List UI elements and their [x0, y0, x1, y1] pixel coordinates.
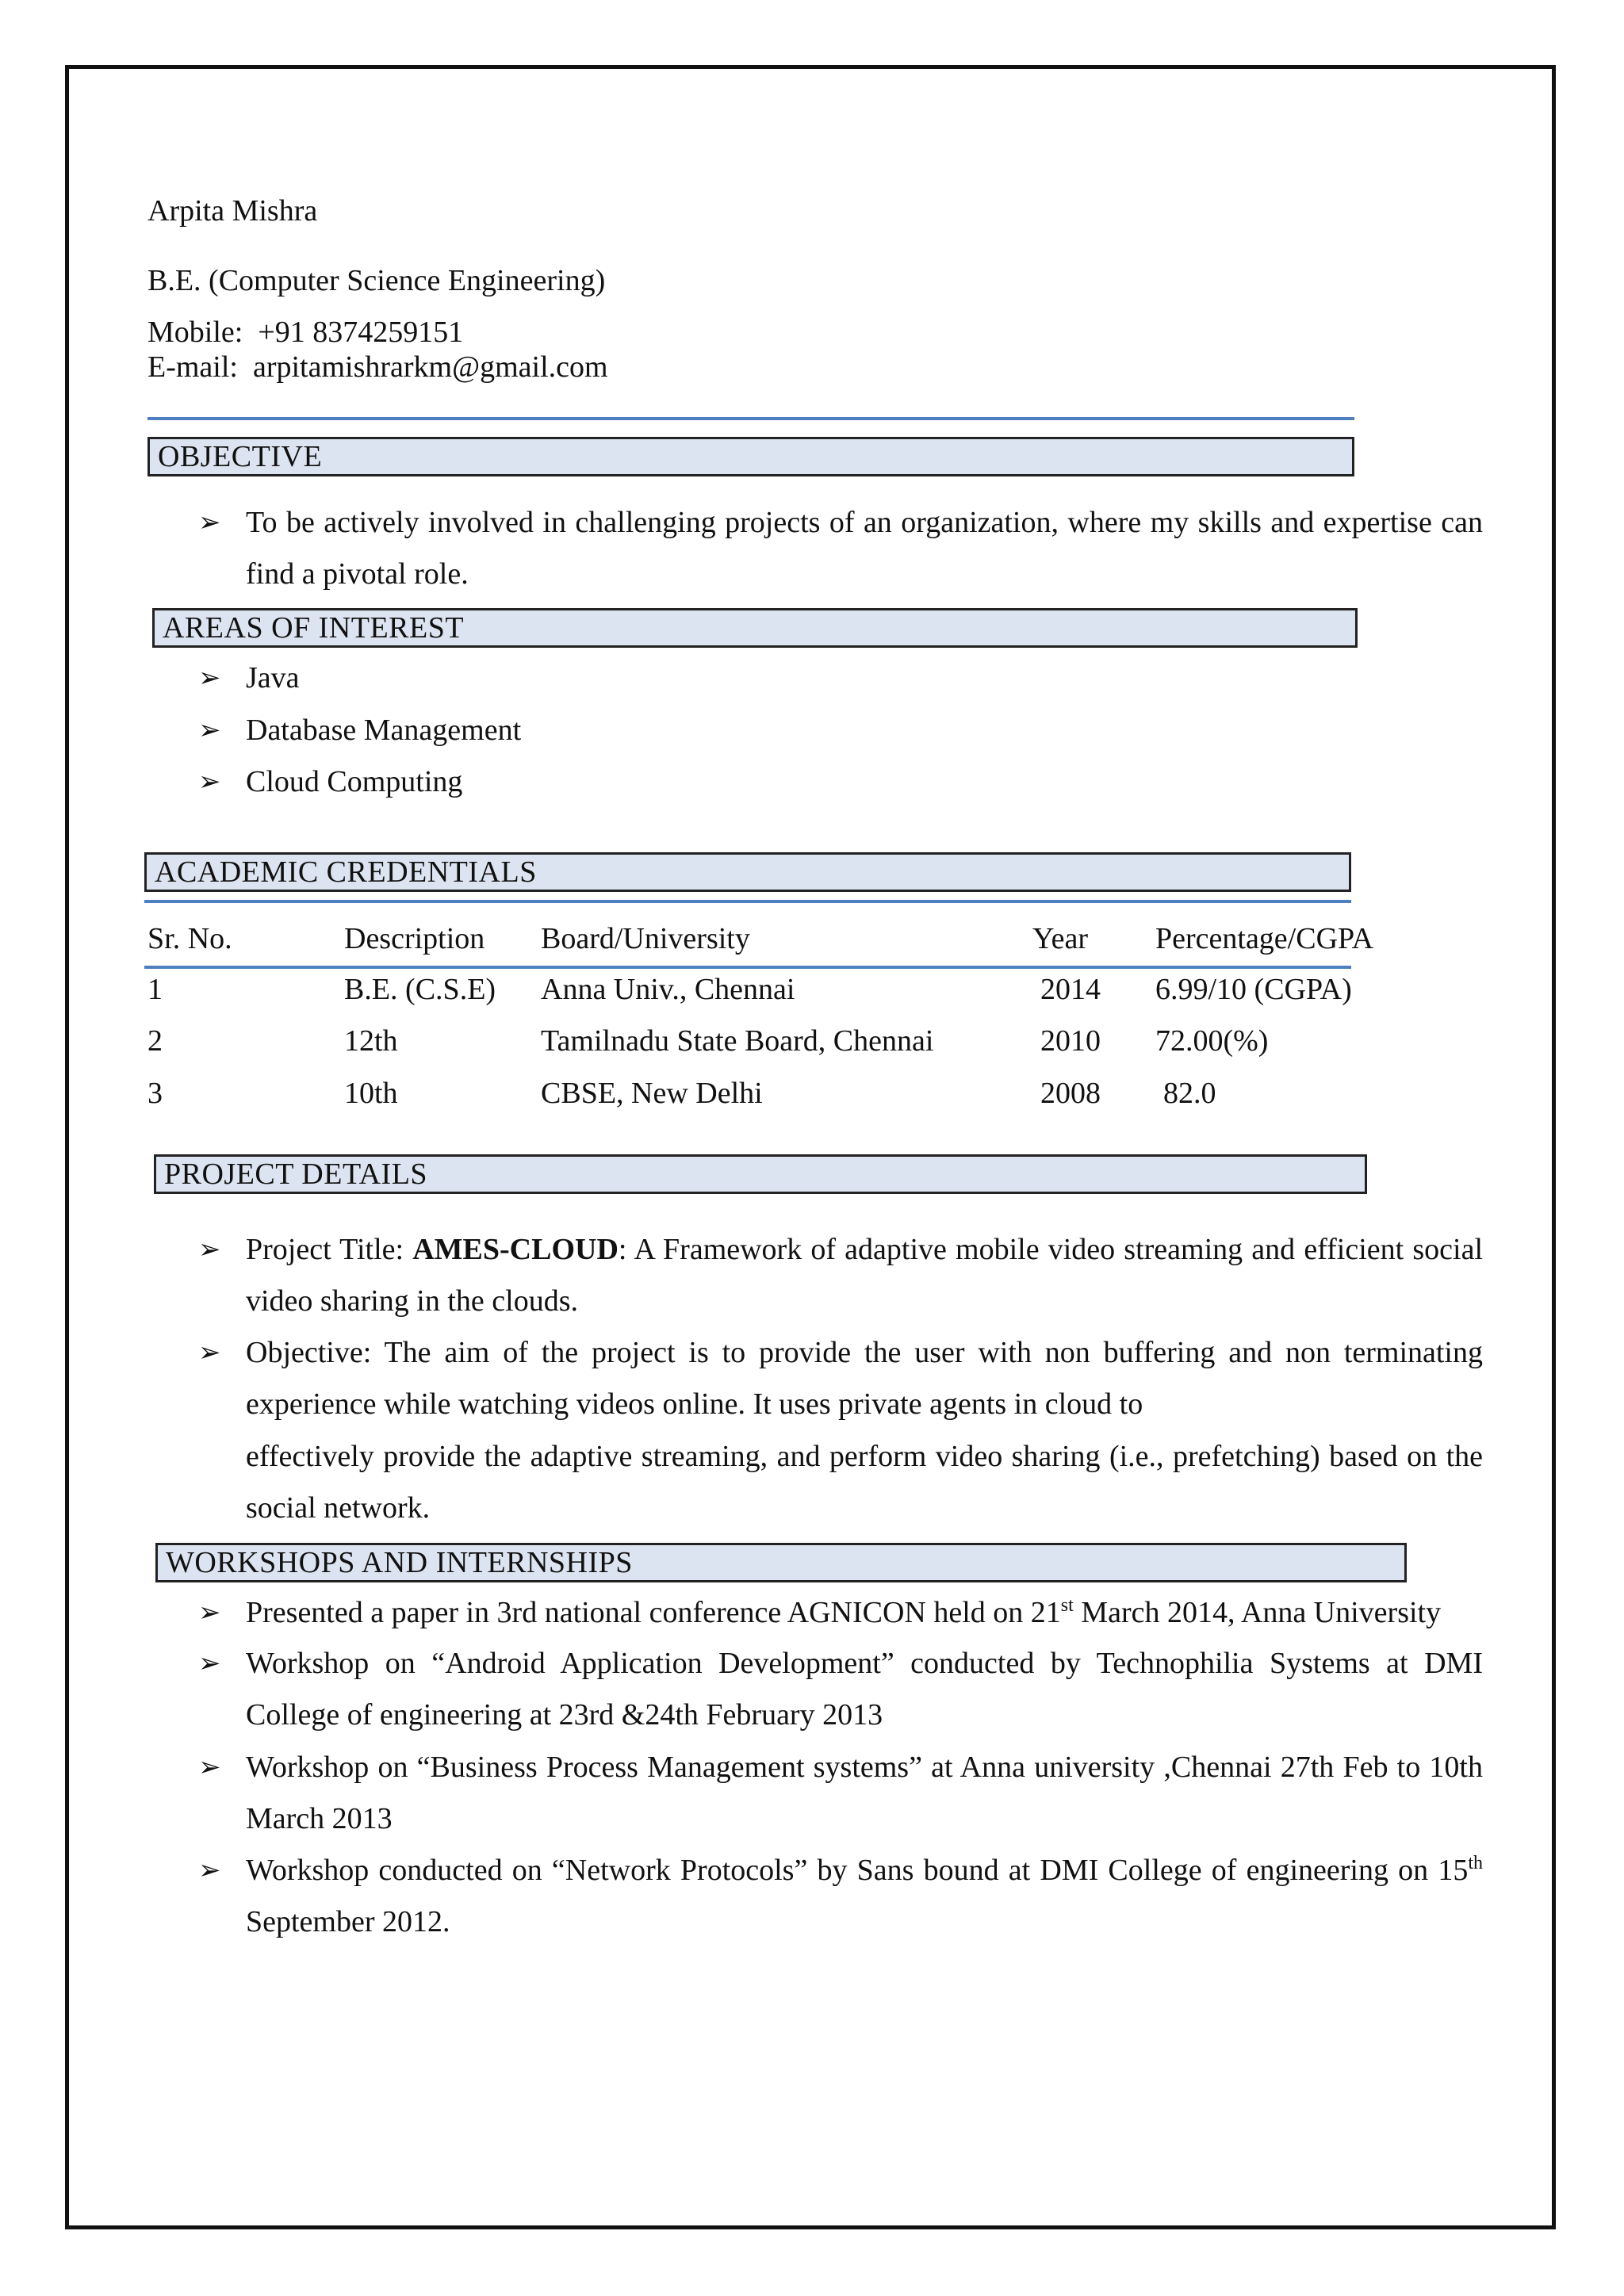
section-academic-credentials: ACADEMIC CREDENTIALS	[144, 852, 1351, 892]
arrowhead-bullet-icon: ➢	[198, 766, 221, 798]
table-cell: 72.00(%)	[1155, 1024, 1269, 1058]
workshop-item-4-line-2: September 2012.	[246, 1905, 450, 1938]
candidate-name: Arpita Mishra	[147, 194, 318, 228]
table-cell: Tamilnadu State Board, Chennai	[541, 1024, 934, 1058]
mobile-value: +91 8374259151	[258, 316, 464, 349]
interest-item: Cloud Computing	[246, 765, 463, 798]
table-cell: 6.99/10 (CGPA)	[1155, 973, 1352, 1006]
project-objective-line-4: social network.	[246, 1491, 431, 1525]
section-areas-of-interest: AREAS OF INTEREST	[152, 608, 1358, 648]
workshop-item-1-text: Presented a paper in 3rd national conference AGNICON held on 21	[246, 1596, 1061, 1629]
section-workshops-internships: WORKSHOPS AND INTERNSHIPS	[155, 1543, 1407, 1582]
workshop-item-4-text: Workshop conducted on “Network Protocols” by Sans bound at DMI College of engineering on 15	[246, 1854, 1469, 1887]
workshop-item-2-line-1: Workshop on “Android Application Development” conducted by Technophilia Systems at DMI	[246, 1647, 1483, 1680]
table-cell: 2	[147, 1024, 163, 1058]
workshop-item-3-line-1: Workshop on “Business Process Management systems” at Anna university ,Chennai 27th Feb to 10th	[246, 1751, 1483, 1784]
table-header-cell: Year	[1032, 922, 1089, 955]
ordinal-suffix: st	[1060, 1595, 1074, 1616]
academics-header-divider	[144, 966, 1351, 969]
workshop-item-1	[246, 1594, 1441, 1631]
table-cell: B.E. (C.S.E)	[344, 973, 496, 1006]
email-label: E-mail:	[147, 350, 238, 384]
table-header-cell: Board/University	[541, 922, 750, 955]
mobile-label: Mobile:	[147, 316, 243, 349]
interest-item: Database Management	[246, 714, 522, 747]
project-objective-line-1: Objective: The aim of the project is to provide the user with non buffering and non terminating	[246, 1336, 1483, 1369]
arrowhead-bullet-icon: ➢	[198, 1854, 221, 1886]
table-header-cell: Sr. No.	[147, 922, 232, 955]
objective-line-2: find a pivotal role.	[246, 557, 469, 591]
arrowhead-bullet-icon: ➢	[198, 1751, 221, 1783]
project-objective-line-3: effectively provide the adaptive streaming, and perform video sharing (i.e., prefetching) based on the	[246, 1440, 1483, 1473]
project-title-rest: : A Framework of adaptive mobile video streaming and efficient social	[618, 1233, 1484, 1266]
arrowhead-bullet-icon: ➢	[198, 507, 221, 538]
interest-item: Java	[246, 661, 300, 695]
table-cell: 2014	[1040, 973, 1101, 1006]
email-value[interactable]: arpitamishrarkm@gmail.com	[252, 350, 608, 384]
arrowhead-bullet-icon: ➢	[198, 1337, 221, 1368]
project-title-line-1	[246, 1231, 1483, 1268]
workshop-item-1-tail: March 2014, Anna University	[1073, 1596, 1442, 1629]
project-name: AMES-CLOUD	[412, 1233, 619, 1266]
table-cell: Anna Univ., Chennai	[541, 973, 795, 1006]
table-cell: 10th	[344, 1077, 398, 1110]
arrowhead-bullet-icon: ➢	[198, 1647, 221, 1679]
arrowhead-bullet-icon: ➢	[198, 1234, 221, 1265]
table-header-cell: Percentage/CGPA	[1155, 922, 1374, 955]
project-title-line-2: video sharing in the clouds.	[246, 1284, 578, 1318]
table-cell: CBSE, New Delhi	[541, 1077, 763, 1110]
table-header-cell: Description	[344, 922, 485, 955]
section-project-details: PROJECT DETAILS	[154, 1154, 1367, 1194]
arrowhead-bullet-icon: ➢	[198, 714, 221, 746]
workshop-item-3-line-2: March 2013	[246, 1802, 393, 1835]
table-cell: 3	[147, 1077, 163, 1110]
project-title-label: Project Title:	[246, 1233, 413, 1266]
candidate-degree: B.E. (Computer Science Engineering)	[147, 264, 606, 297]
academics-top-divider	[144, 900, 1351, 903]
email-line	[147, 349, 608, 385]
header-divider	[147, 417, 1354, 420]
workshop-item-2-line-2: College of engineering at 23rd &24th February 2013	[246, 1698, 883, 1732]
objective-line-1: To be actively involved in challenging projects of an organization, where my skills and expertise can	[246, 506, 1483, 539]
table-cell: 2008	[1040, 1077, 1101, 1110]
table-cell: 82.0	[1163, 1077, 1216, 1110]
workshop-item-4-line-1	[246, 1852, 1483, 1888]
arrowhead-bullet-icon: ➢	[198, 1597, 221, 1628]
table-cell: 2010	[1040, 1024, 1101, 1058]
table-cell: 12th	[344, 1024, 398, 1058]
arrowhead-bullet-icon: ➢	[198, 662, 221, 694]
project-objective-line-2: experience while watching videos online. It uses private agents in cloud to	[246, 1387, 1143, 1421]
table-cell: 1	[147, 973, 163, 1006]
ordinal-suffix: th	[1468, 1853, 1483, 1873]
section-objective: OBJECTIVE	[147, 437, 1354, 476]
mobile-line	[147, 314, 463, 350]
